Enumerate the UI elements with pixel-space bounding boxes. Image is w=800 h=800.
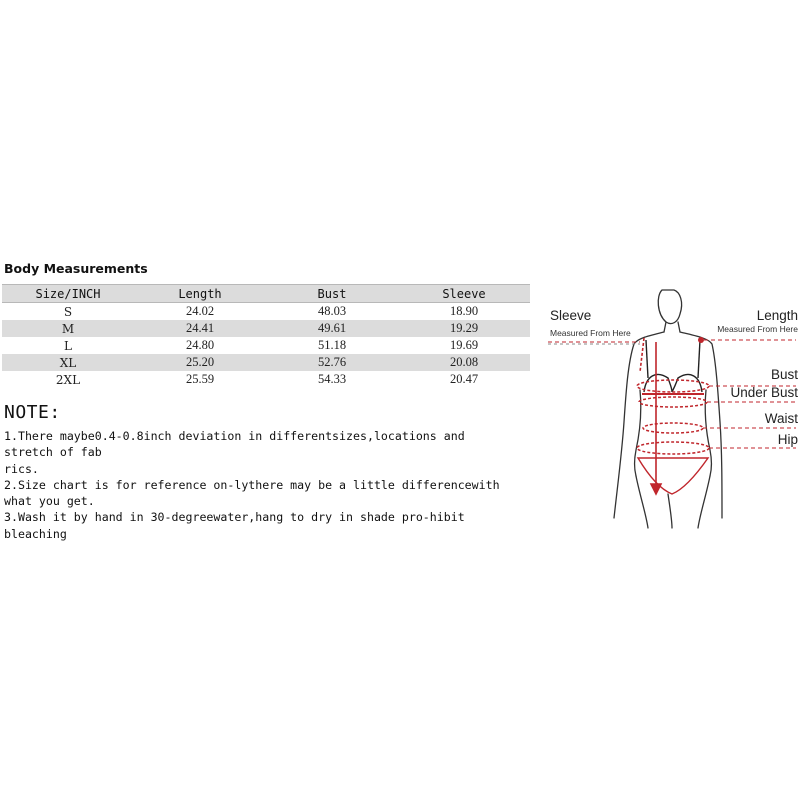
bust-cell: 54.33 [317,372,347,386]
table-row [2,303,530,321]
length-start-dot [698,337,704,343]
sleeve-cell: 20.08 [398,354,530,371]
table-row [2,337,530,354]
length-measured-note: Measured From Here [717,324,798,334]
bust-label: Bust [770,367,798,382]
column-header-bust: Bust [266,285,398,303]
waist-label: Waist [764,411,798,426]
sleeve-cell: 18.90 [449,304,479,318]
sleeve-cell: 20.47 [449,372,479,386]
column-header-sleeve: Sleeve [398,285,530,303]
hip-ring [637,442,709,454]
note-line: 3.Wash it by hand in 30-degreewater,hang to dry in shade pro-hibit [4,510,465,525]
sleeve-cell: 19.69 [449,338,479,352]
note-heading: NOTE: [4,402,61,423]
sleeve-cell: 19.29 [398,320,530,337]
length-cell: 24.41 [134,320,266,337]
note-list [4,428,544,542]
length-cell: 25.20 [134,354,266,371]
column-header-size: Size/INCH [2,285,134,303]
hip-label: Hip [777,432,798,447]
bust-cell: 51.18 [317,338,347,352]
size-cell: L [64,338,72,353]
head-outline [658,290,681,324]
sleeve-measured-note: Measured From Here [550,328,631,338]
bottom-outline [638,458,708,494]
length-cell: 25.59 [185,372,215,386]
size-cell: M [2,320,134,337]
size-cell: S [63,304,73,319]
section-title: Body Measurements [4,261,148,276]
bust-cell: 49.61 [266,320,398,337]
note-line: stretch of fab [4,445,102,460]
note-line: what you get. [4,494,95,509]
measurement-figure [544,282,800,530]
bust-cell: 48.03 [317,304,347,318]
size-cell: XL [2,354,134,371]
under-bust-ring [639,397,707,407]
note-line: bleaching [4,526,67,541]
length-cell: 24.80 [185,338,215,352]
under-bust-label: Under Bust [730,385,798,400]
table-row [2,320,530,337]
column-header-length: Length [134,285,266,303]
size-table [2,284,530,388]
waist-ring [643,423,703,433]
table-row [2,371,530,388]
bust-cell: 52.76 [266,354,398,371]
table-row [2,354,530,371]
note-line: 2.Size chart is for reference on-lythere may be a little differencewith [4,477,500,492]
table-header-row [2,285,530,303]
length-label: Length [756,308,798,323]
size-cell: 2XL [55,372,81,387]
note-line: 1.There maybe0.4-0.8inch deviation in differentsizes,locations and [4,429,465,443]
sleeve-label: Sleeve [550,308,592,323]
note-line: rics. [4,461,39,476]
length-cell: 24.02 [185,304,215,318]
